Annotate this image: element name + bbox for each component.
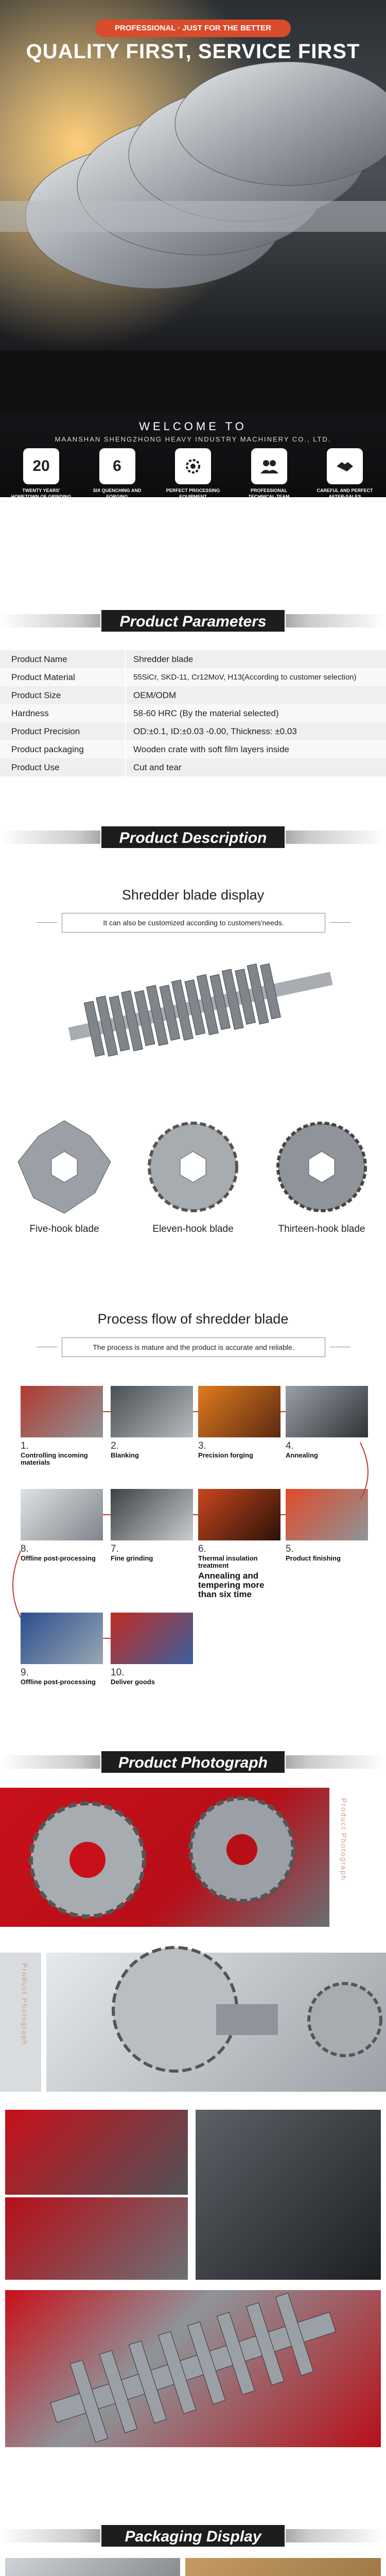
section-banner-description	[0, 824, 386, 850]
shaft-photo-image	[5, 2290, 381, 2447]
table-row	[0, 686, 386, 704]
feature-item	[86, 448, 148, 506]
process-title: Process flow of shredder blade	[97, 1311, 289, 1327]
section-banner-parameters	[0, 608, 386, 634]
process-note: The process is mature and the product is accurate and reliable.	[62, 1337, 325, 1357]
photo-side-label: Product Photograph	[21, 1963, 29, 2046]
product-photo	[5, 2110, 188, 2195]
headline: QUALITY FIRST, SERVICE FIRST	[26, 40, 360, 63]
param-value: 55SiCr, SKD-11, Cr12MoV, H13(According to customer selection)	[133, 673, 357, 682]
param-key: Product Size	[0, 686, 126, 704]
step-label: Controlling incoming materials	[21, 1451, 88, 1466]
boxed-blades-image	[185, 2558, 381, 2576]
feature-caption: TWENTY YEARS' HOMETOWN OF GRINDING TOOLS	[11, 488, 72, 505]
feature-item	[10, 448, 72, 506]
feature-item	[162, 448, 224, 506]
blade-item	[5, 1115, 124, 1235]
blade-caption: Eleven-hook blade	[152, 1224, 234, 1234]
step-label: Offline post-processing	[21, 1678, 96, 1686]
step-number: 7.	[111, 1544, 119, 1554]
thirteen-hook-blade-image	[270, 1115, 373, 1218]
table-row	[0, 668, 386, 686]
step-number: 4.	[286, 1440, 294, 1451]
welcome-text: WELCOME TO	[139, 420, 247, 433]
blade-item	[262, 1115, 381, 1235]
blade-caption: Five-hook blade	[29, 1224, 99, 1234]
param-key: Product Name	[0, 650, 126, 668]
table-row	[0, 740, 386, 758]
gear-icon	[175, 448, 211, 484]
param-key: Product Material	[0, 668, 126, 686]
packaging-photo	[5, 2558, 180, 2576]
team-icon	[251, 448, 287, 484]
table-row	[0, 650, 386, 668]
param-value: Wooden crate with soft film layers inside	[133, 744, 289, 754]
feature-value: 20	[23, 448, 59, 484]
feature-caption: PROFESSIONAL TECHNICAL TEAM	[248, 488, 290, 499]
product-photo	[196, 2110, 381, 2280]
product-photo	[0, 1788, 329, 1927]
blade-item	[134, 1115, 252, 1235]
annealing-note: Annealing and tempering more than six time	[198, 1571, 265, 1599]
step-label: Blanking	[111, 1451, 139, 1459]
blade-photo-image	[0, 1788, 329, 1927]
table-row	[0, 704, 386, 722]
param-value: OD:±0.1, ID:±0.03 -0.00, Thickness: ±0.03	[133, 726, 297, 736]
step-label: Product finishing	[286, 1554, 341, 1562]
param-key: Product packaging	[0, 740, 126, 758]
step-number: 2.	[111, 1440, 119, 1451]
blade-types	[0, 1115, 386, 1235]
step-label: Fine grinding	[111, 1554, 153, 1562]
step-number: 6.	[198, 1544, 206, 1554]
step-number: 3.	[198, 1440, 206, 1451]
parameters-table	[0, 650, 386, 800]
step-number: 10.	[111, 1667, 125, 1678]
step-label: Annealing	[286, 1451, 318, 1459]
feature-item	[238, 448, 300, 506]
step-number: 9.	[21, 1667, 29, 1678]
step-label: Thermal insulation treatment	[198, 1554, 258, 1569]
section-title: Packaging Display	[100, 2524, 286, 2548]
feature-item	[314, 448, 376, 506]
feature-value: 6	[99, 448, 135, 484]
step-number: 8.	[21, 1544, 29, 1554]
display-note: It can also be customized according to customers'needs.	[62, 913, 325, 933]
step-label: Deliver goods	[111, 1678, 155, 1686]
display-title: Shredder blade display	[121, 887, 265, 903]
section-banner-packaging	[0, 2523, 386, 2549]
section-banner-photographs	[0, 1749, 386, 1775]
photo-side-label: Product Photograph	[340, 1798, 348, 1881]
table-row	[0, 722, 386, 740]
step-number: 5.	[286, 1544, 294, 1554]
step-label: Precision forging	[198, 1451, 253, 1459]
param-key: Product Precision	[0, 722, 126, 740]
param-value: 58-60 HRC (By the material selected)	[133, 708, 279, 718]
section-title: Product Description	[100, 825, 286, 849]
section-title: Product Photograph	[100, 1750, 286, 1774]
step-number: 1.	[21, 1440, 29, 1451]
feature-caption: CAREFUL AND PERFECT AFTER-SALES	[317, 488, 373, 499]
product-photo	[5, 2290, 381, 2447]
handshake-icon	[327, 448, 363, 484]
step-label: Offline post-processing	[21, 1554, 96, 1562]
blade-caption: Thirteen-hook blade	[278, 1224, 365, 1234]
product-photo	[5, 2197, 188, 2280]
feature-caption: PERFECT PROCESSING EQUIPMENT	[166, 488, 220, 499]
param-value: OEM/ODM	[133, 690, 177, 700]
company-name: MAANSHAN SHENGZHONG HEAVY INDUSTRY MACHINERY CO., LTD.	[55, 435, 331, 443]
section-title: Product Parameters	[100, 609, 286, 633]
feature-list	[10, 448, 376, 506]
process-flow-arrows	[0, 1381, 386, 1649]
hero-banner	[0, 0, 386, 505]
shredder-shaft-image	[57, 948, 345, 1066]
param-value: Shredder blade	[133, 654, 194, 664]
feature-caption: SIX QUENCHING AND FORGING	[93, 488, 142, 499]
product-photo	[46, 1953, 386, 2092]
param-value: Cut and tear	[133, 762, 182, 772]
blades-photo-image	[46, 1953, 386, 2092]
packaging-photo	[185, 2558, 381, 2576]
five-hook-blade-image	[13, 1115, 116, 1218]
param-key: Product Use	[0, 758, 126, 776]
eleven-hook-blade-image	[142, 1115, 244, 1218]
param-key: Hardness	[0, 704, 126, 722]
table-row	[0, 758, 386, 776]
tagline-pill: PROFESSIONAL · JUST FOR THE BETTER	[95, 20, 291, 37]
